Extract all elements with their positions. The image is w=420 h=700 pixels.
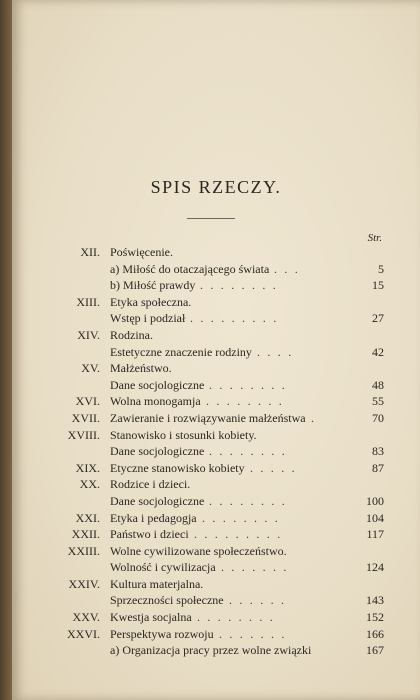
chapter-number: XVII. [71, 410, 100, 425]
page-number: 117 [366, 527, 384, 542]
entry-title: Państwo i dzieci [110, 527, 189, 542]
entry-title: Etyczne stanowisko kobiety [110, 460, 245, 475]
entry-title: Dane socjologiczne [110, 377, 205, 392]
dot-leader: . . . . . . [229, 593, 287, 608]
toc-entry [12, 460, 420, 477]
toc-entry [12, 476, 420, 493]
page-number: 83 [372, 444, 384, 459]
toc-entry [12, 443, 420, 460]
page-number: 167 [366, 643, 384, 658]
toc-entry [12, 244, 420, 261]
dot-leader: . . . . . . . . [209, 377, 287, 392]
chapter-number: XXIII. [67, 543, 100, 558]
entry-title: Perspektywa rozwoju [110, 626, 214, 641]
chapter-number: XVI. [75, 394, 100, 409]
dot-leader: . . . . . . . [219, 626, 287, 641]
page-number: 70 [372, 410, 384, 425]
page-number: 15 [372, 278, 384, 293]
page-title: SPIS RZECZY. [150, 177, 282, 197]
page-number: 143 [366, 593, 384, 608]
dot-leader: . . . . . . . . [209, 493, 287, 508]
dot-leader: . . . . [257, 344, 294, 359]
entry-title: Kultura materjalna. [110, 576, 204, 591]
toc-entry [12, 327, 420, 344]
page-number: 100 [366, 493, 384, 508]
dot-leader: . . . . . . . . [202, 510, 280, 525]
chapter-number: XXV. [72, 610, 100, 625]
chapter-number: XII. [80, 245, 100, 259]
toc-entry [12, 377, 420, 394]
toc-entry [12, 543, 420, 560]
dot-leader: . . . . . . . . [200, 278, 278, 293]
page-column-header: Str. [367, 232, 382, 244]
entry-title: Poświęcenie. [110, 245, 173, 259]
toc-entry [12, 493, 420, 510]
toc-entry [12, 510, 420, 527]
entry-title: a) Organizacja pracy przez wolne związki [110, 643, 312, 658]
toc-entry [12, 277, 420, 294]
chapter-number: XXI. [75, 510, 100, 525]
toc-entry [12, 427, 420, 444]
book-page [12, 0, 420, 700]
page-number: 104 [366, 510, 384, 525]
dot-leader: . . . . . . . . . [190, 311, 279, 326]
toc-entry [12, 559, 420, 576]
toc-entry [12, 609, 420, 626]
chapter-number: XIX. [75, 460, 100, 475]
entry-title: Wolność i cywilizacja [110, 560, 216, 575]
page-number: 27 [372, 311, 384, 326]
entry-title: Dane socjologiczne [110, 493, 205, 508]
toc-entry [12, 642, 420, 659]
dot-leader: . . . . . . . . [197, 610, 275, 625]
title-divider [187, 218, 235, 219]
entry-title: Wolne cywilizowane społeczeństwo. [110, 543, 287, 558]
chapter-number: XIV. [77, 327, 100, 342]
entry-title: Wolna monogamja [110, 394, 201, 409]
entry-title: Kwestja socjalna [110, 610, 192, 625]
toc-entry [12, 344, 420, 361]
entry-title: Małżeństwo. [110, 361, 172, 376]
toc-entry [12, 261, 420, 278]
entry-title: Stanowisko i stosunki kobiety. [110, 427, 257, 442]
page-number: 166 [366, 626, 384, 641]
page-number: 55 [372, 394, 384, 409]
entry-title: Etyka i pedagogja [110, 510, 197, 525]
entry-title: Etyka społeczna. [110, 294, 192, 309]
entry-title: Dane socjologiczne [110, 444, 205, 459]
entry-title: Rodzice i dzieci. [110, 477, 191, 492]
dot-leader: . . . . . . . . . [194, 527, 283, 542]
chapter-number: XVIII. [67, 427, 100, 442]
book-spine-edge [0, 0, 12, 700]
chapter-number: XV. [81, 361, 100, 376]
page-number: 48 [372, 377, 384, 392]
toc-entry [12, 310, 420, 327]
toc-entry [12, 592, 420, 609]
chapter-number: XXVI. [67, 626, 100, 641]
dot-leader: . [311, 410, 317, 425]
dot-leader: . . . . . . . . [206, 394, 284, 409]
page-number: 152 [366, 610, 384, 625]
entry-title: Rodzina. [110, 327, 153, 342]
chapter-number: XXIV. [68, 576, 100, 591]
page-number: 42 [372, 344, 384, 359]
entry-title: Zawieranie i rozwiązywanie małżeństwa [110, 410, 306, 425]
dot-leader: . . . . . . . . [209, 444, 287, 459]
entry-title: Wstęp i podział [110, 311, 186, 326]
chapter-number: XIII. [76, 294, 100, 309]
dot-leader: . . . . . . . [221, 560, 289, 575]
toc-entry [12, 393, 420, 410]
chapter-number: XX. [79, 477, 100, 492]
toc-entry [12, 360, 420, 377]
toc-entry [12, 626, 420, 643]
entry-title: a) Miłość do otaczającego świata [110, 261, 270, 276]
dot-leader: . . . [274, 261, 300, 276]
toc-entry [12, 576, 420, 593]
page-number: 124 [366, 560, 384, 575]
entry-title: b) Miłość prawdy [110, 278, 196, 293]
dot-leader: . . . . . [250, 460, 297, 475]
toc-entry [12, 294, 420, 311]
table-of-contents [12, 244, 420, 659]
page-number: 5 [378, 261, 384, 276]
page-number: 87 [372, 460, 384, 475]
toc-entry [12, 526, 420, 543]
chapter-number: XXII. [71, 527, 100, 542]
toc-entry [12, 410, 420, 427]
entry-title: Estetyczne znaczenie rodziny [110, 344, 252, 359]
entry-title: Sprzeczności społeczne [110, 593, 224, 608]
